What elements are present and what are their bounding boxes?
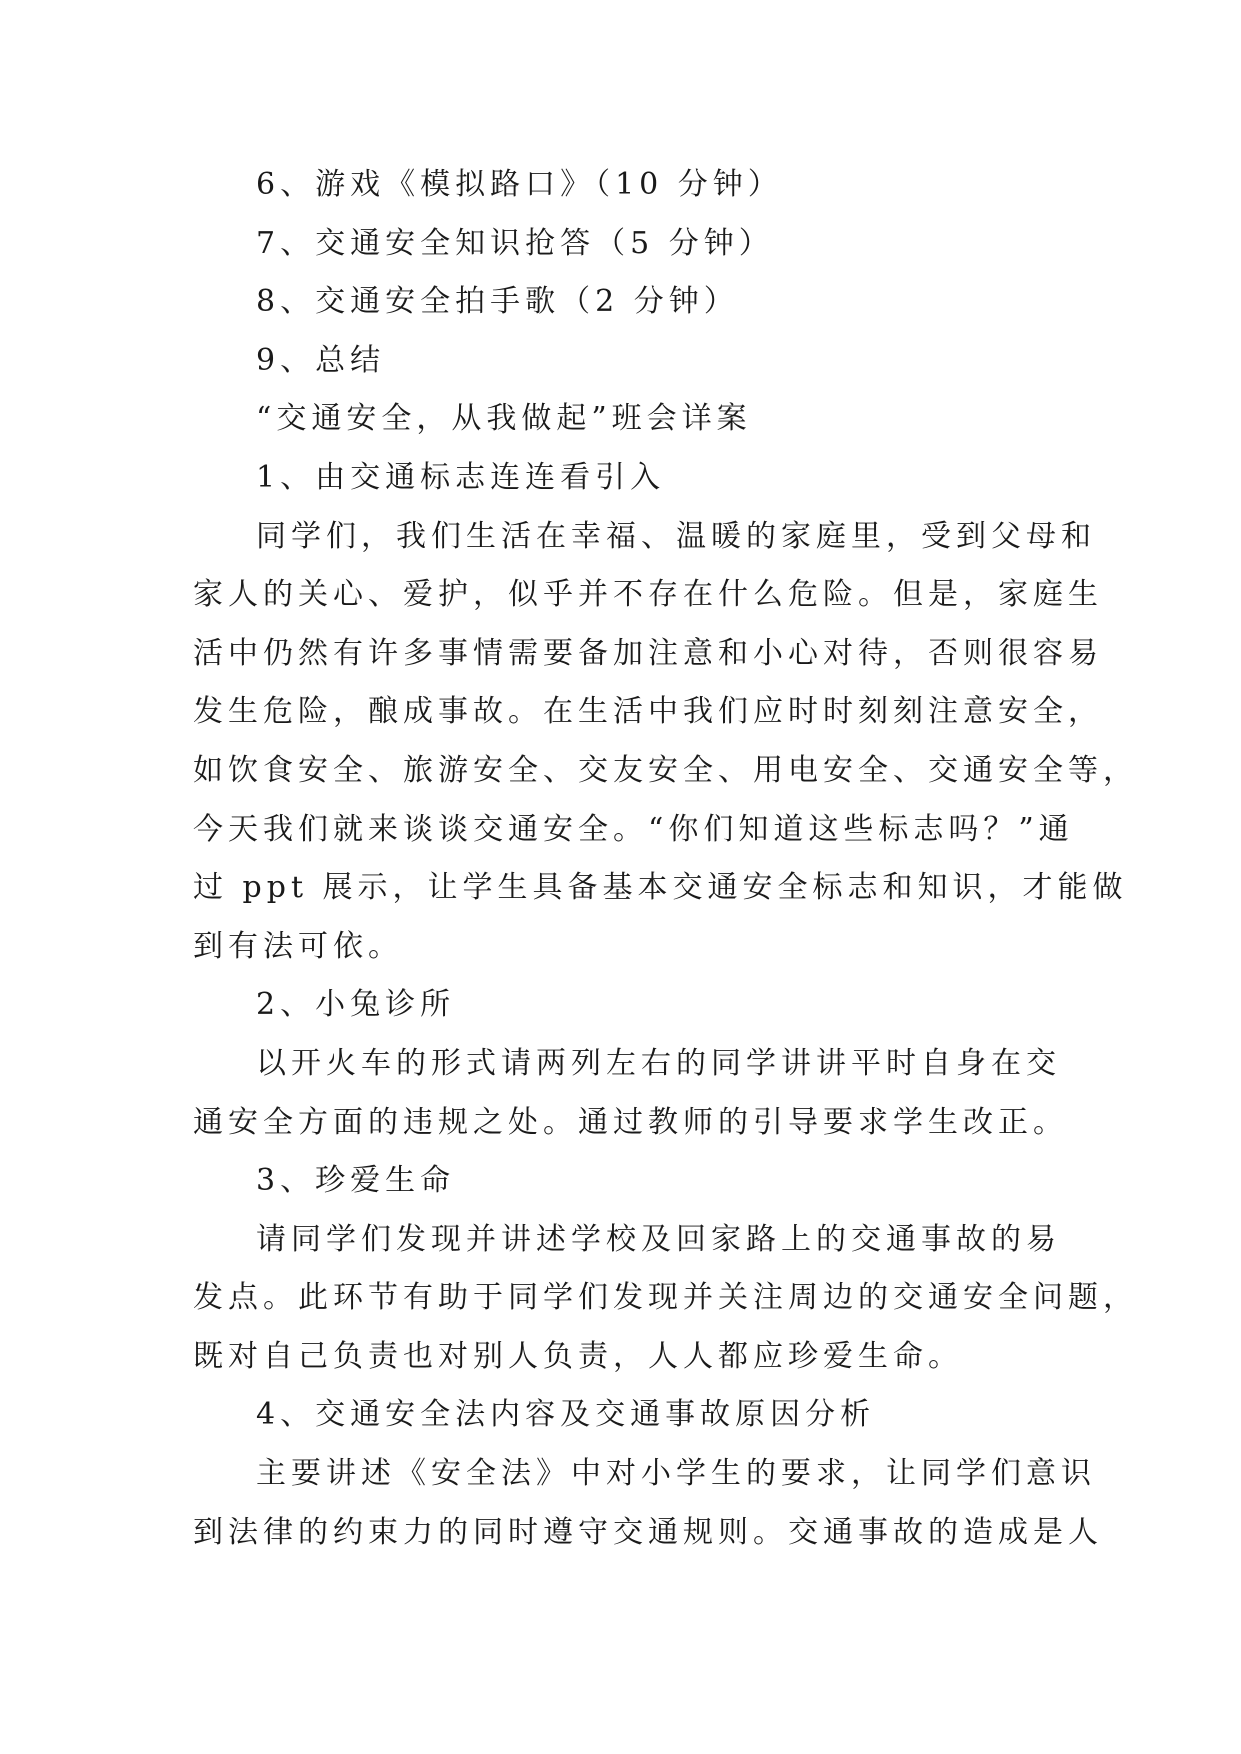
paragraph-1-line-2: 家人的关心、爱护，似乎并不存在什么危险。但是，家庭生 xyxy=(193,577,1103,613)
paragraph-1-line-6: 今天我们就来谈谈交通安全。“你们知道这些标志吗？”通 xyxy=(193,811,1074,847)
section-title: “交通安全，从我做起”班会详案 xyxy=(256,401,752,437)
document-body xyxy=(193,156,1138,1562)
step-2-heading: 2、小兔诊所 xyxy=(256,987,456,1023)
paragraph-1-line-5: 如饮食安全、旅游安全、交友安全、用电安全、交通安全等， xyxy=(193,752,1138,788)
agenda-item-8: 8、交通安全拍手歌（2 分钟） xyxy=(256,284,739,320)
agenda-item-7: 7、交通安全知识抢答（5 分钟） xyxy=(256,225,774,261)
paragraph-3-line-2: 发点。此环节有助于同学们发现并关注周边的交通安全问题， xyxy=(193,1280,1138,1316)
agenda-item-9: 9、总结 xyxy=(256,342,386,378)
paragraph-1-line-8: 到有法可依。 xyxy=(193,928,403,964)
paragraph-3-line-3: 既对自己负责也对别人负责，人人都应珍爱生命。 xyxy=(193,1338,963,1374)
step-4-heading: 4、交通安全法内容及交通事故原因分析 xyxy=(256,1397,876,1433)
step-3-heading: 3、珍爱生命 xyxy=(256,1163,456,1199)
paragraph-1-line-7: 过 ppt 展示，让学生具备基本交通安全标志和知识，才能做 xyxy=(193,870,1128,906)
paragraph-2-line-1: 以开火车的形式请两列左右的同学讲讲平时自身在交 xyxy=(256,1045,1061,1081)
paragraph-1-line-4: 发生危险，酿成事故。在生活中我们应时时刻刻注意安全， xyxy=(193,694,1103,730)
paragraph-3-line-1: 请同学们发现并讲述学校及回家路上的交通事故的易 xyxy=(256,1221,1061,1257)
agenda-item-6: 6、游戏《模拟路口》（10 分钟） xyxy=(256,167,783,202)
paragraph-4-line-2: 到法律的约束力的同时遵守交通规则。交通事故的造成是人 xyxy=(193,1514,1103,1550)
paragraph-4-line-1: 主要讲述《安全法》中对小学生的要求，让同学们意识 xyxy=(256,1456,1096,1492)
paragraph-1-line-3: 活中仍然有许多事情需要备加注意和小心对待，否则很容易 xyxy=(193,635,1103,671)
paragraph-2-line-2: 通安全方面的违规之处。通过教师的引导要求学生改正。 xyxy=(193,1104,1068,1140)
step-1-heading: 1、由交通标志连连看引入 xyxy=(256,459,666,495)
paragraph-1-line-1: 同学们，我们生活在幸福、温暖的家庭里，受到父母和 xyxy=(256,518,1096,554)
